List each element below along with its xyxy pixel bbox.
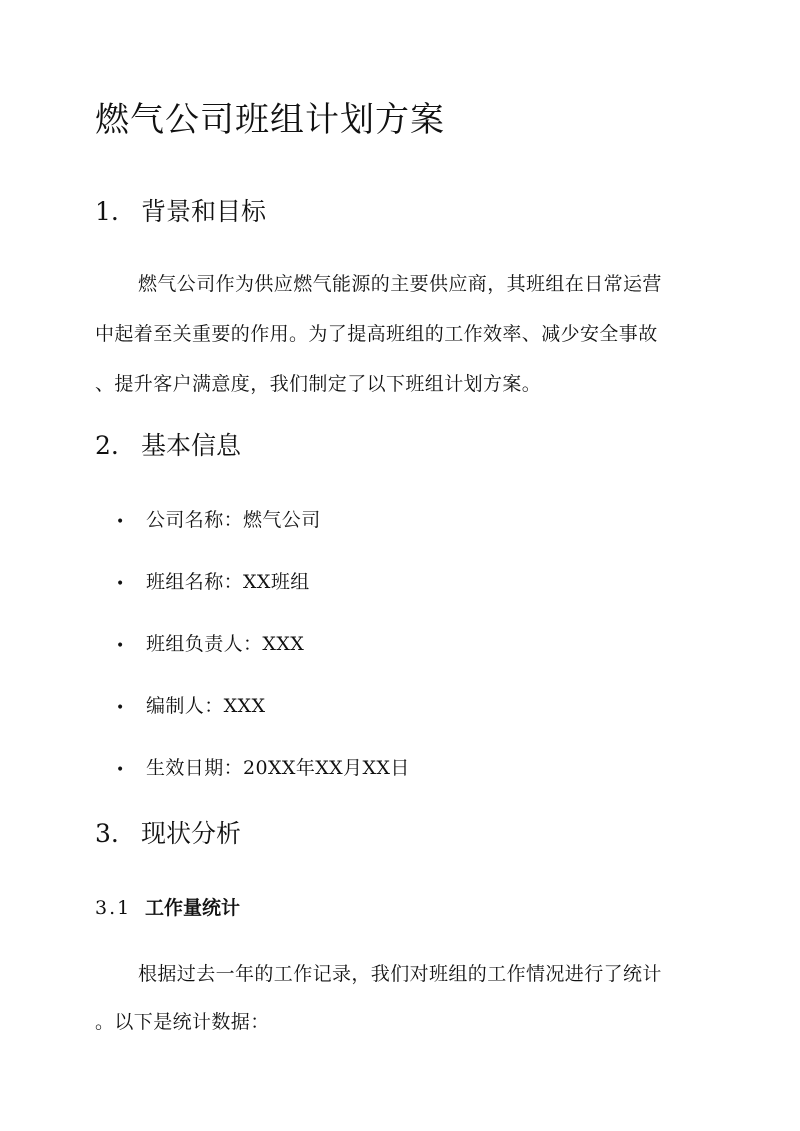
subsection-3-1-number: 3.1 (95, 897, 132, 919)
section-3-title: 现状分析 (141, 819, 242, 848)
info-list-item (116, 692, 265, 722)
section-1-paragraph-line-1: 燃气公司作为供应燃气能源的主要供应商，其班组在日常运营 (138, 273, 662, 295)
section-2-number: 2. (95, 431, 119, 460)
bullet-icon: • (116, 514, 125, 530)
section-2-heading (95, 429, 241, 463)
info-list-item (116, 568, 310, 598)
info-list-item (116, 630, 304, 660)
info-author: 编制人：XXX (146, 695, 266, 717)
section-2-title: 基本信息 (141, 431, 242, 460)
info-list-item (116, 754, 410, 784)
section-1-paragraph-line-3: 、提升客户满意度，我们制定了以下班组计划方案。 (95, 373, 542, 395)
bullet-icon: • (116, 576, 125, 592)
bullet-icon: • (116, 638, 125, 654)
section-1-title: 背景和目标 (141, 197, 267, 226)
section-1-number: 1. (95, 197, 119, 226)
info-team-name: 班组名称：XX班组 (146, 571, 310, 593)
info-team-leader: 班组负责人：XXX (146, 633, 305, 655)
subsection-3-1-heading (95, 894, 240, 922)
section-3-heading (95, 817, 241, 851)
subsection-3-1-paragraph-line-2: 。以下是统计数据： (95, 1011, 270, 1033)
subsection-3-1-title: 工作量统计 (145, 897, 241, 919)
bullet-icon: • (116, 762, 125, 778)
info-list-item (116, 506, 321, 536)
subsection-3-1-paragraph-line-1: 根据过去一年的工作记录，我们对班组的工作情况进行了统计 (138, 963, 662, 985)
info-company-name: 公司名称：燃气公司 (146, 509, 321, 531)
bullet-icon: • (116, 700, 125, 716)
section-3-number: 3. (95, 819, 119, 848)
document-title: 燃气公司班组计划方案 (95, 100, 445, 140)
info-effective-date: 生效日期：20XX年XX月XX日 (146, 757, 410, 779)
section-1-heading (95, 195, 266, 229)
section-1-paragraph-line-2: 中起着至关重要的作用。为了提高班组的工作效率、减少安全事故 (95, 323, 658, 345)
